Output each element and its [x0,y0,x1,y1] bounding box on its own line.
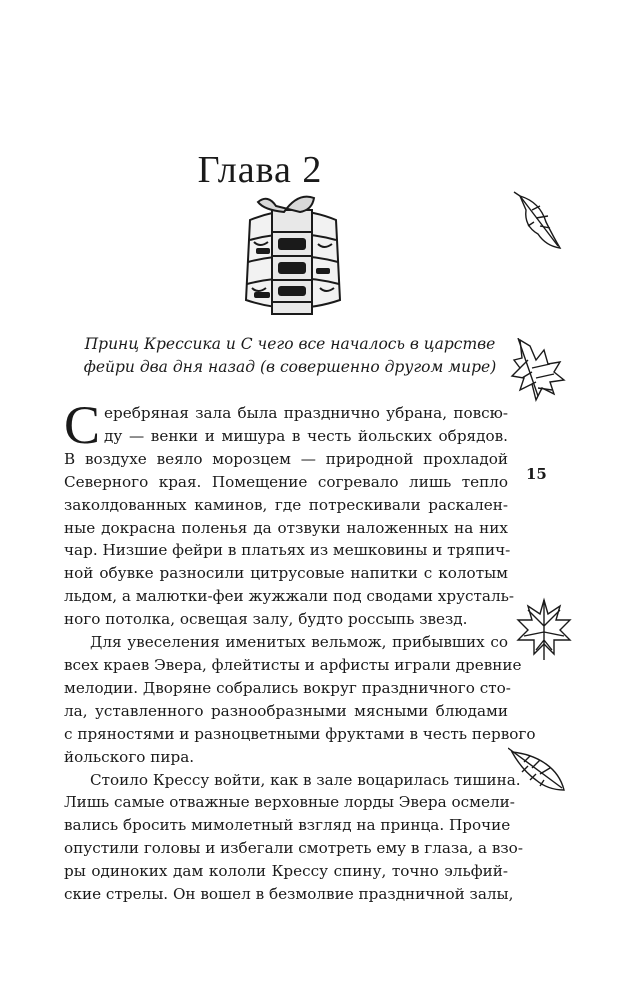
chapter-epigraph [70,333,510,379]
text-line: Лишь самые отважные верховные лорды Эвера осмели- [64,793,515,812]
text-line: ры одиноких дам кололи Крессу спину, точно эльфий- [64,862,508,881]
paragraph-3 [64,769,523,906]
text-line: вались бросить мимолетный взгляд на принца. Прочие [64,816,511,835]
text-line: с пряностями и разноцветными фруктами в честь первого [64,724,536,743]
text-line: еребряная зала была празднично убрана, повсю- [104,404,508,422]
paragraph-1 [64,395,515,631]
text-line: льдом, а малютки-феи жужжали под сводами хрусталь- [64,587,515,606]
text-line: чар. Низшие фейри в платьях из мешковины и тряпич- [64,541,511,560]
text-line: В воздухе веяло морозцем — природной прохладой [64,449,508,468]
text-line: Северного края. Помещение согревало лишь тепло [64,472,508,491]
chapter-title: Глава 2 [197,149,323,191]
wrapped-gift-bundle-icon [228,192,358,320]
falling-leaf-icon [510,188,566,254]
falling-leaf-icon [514,596,574,662]
text-line: ные докрасна поленья да отзвуки наложенных на них [64,518,508,537]
text-line: йольского пира. [64,747,195,766]
text-line: всех краев Эвера, флейтисты и арфисты играли древние [64,655,522,674]
epigraph-line: Принц Крессика и С чего все началось в царстве [84,335,496,353]
page-number: 15 [526,465,547,483]
paragraph-2 [64,631,536,768]
text-line: Для увеселения именитых вельмож, прибывших со [90,633,508,652]
text-line: мелодии. Дворяне собрались вокруг праздничного сто- [64,678,511,697]
text-line: заколдованных каминов, где потрескивали раскален- [64,495,508,514]
text-line: ного потолка, освещая залу, будто россыпь звезд. [64,610,468,629]
body-text [64,395,536,906]
epigraph-line: фейри два дня назад (в совершенно другом мире) [83,358,497,376]
falling-leaf-icon [508,746,568,796]
text-line: опустили головы и избегали смотреть ему в глаза, а взо- [64,839,523,858]
text-line: ла, уставленного разнообразными мясными блюдами [64,701,508,720]
falling-leaf-icon [510,338,566,408]
text-line: ду — венки и мишура в честь йольских обрядов. [104,426,508,445]
text-line: ские стрелы. Он вошел в безмолвие праздничной залы, [64,885,514,904]
text-line: ной обувке разносили цитрусовые напитки с колотым [64,564,508,583]
drop-cap: С [64,395,101,455]
text-line: Стоило Крессу войти, как в зале воцарилась тишина. [90,770,521,789]
